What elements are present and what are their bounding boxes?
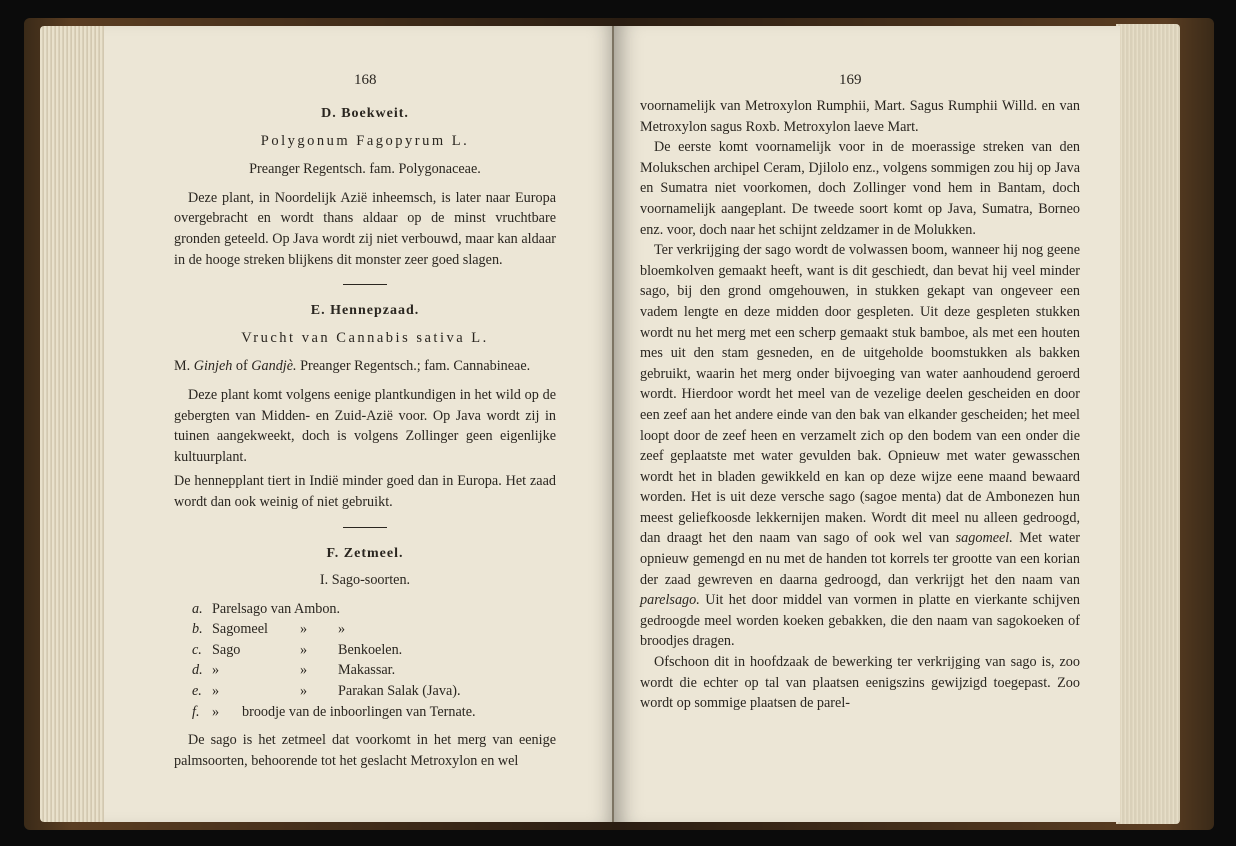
list-item: a. Parelsago van Ambon. bbox=[192, 600, 341, 617]
section-e-subtitle-mid: of bbox=[235, 358, 248, 375]
section-e-paragraph-2: De hennepplant tiert in Indië minder goed dan in Europa. Het zaad wordt dan ook weinig of niet gebruikt. bbox=[174, 473, 556, 510]
list-item: d. » » Makassar. bbox=[192, 662, 396, 679]
section-e-latin-name: Vrucht van Cannabis sativa L. bbox=[241, 329, 489, 346]
left-page-text bbox=[174, 96, 556, 775]
right-page-number: 169 bbox=[839, 72, 862, 88]
section-e-term-gandje: Gandjè. bbox=[251, 358, 297, 375]
right-paragraph-1: voornamelijk van Metroxylon Rumphii, Mart. Sagus Rumphii Willd. en van Metroxylon sagus Roxb. Metroxylon laeve Mart. bbox=[640, 98, 1080, 135]
list-item: f. » broodje van de inboorlingen van Ternate. bbox=[192, 703, 476, 720]
right-paragraph-3: Ter verkrijging der sago wordt de volwassen boom, wanneer hij nog geene bloemkolven gemaakt heeft, want is dit geschiedt, dan bevat hij veel minder sago, bij den grond omgehouwen, in stukken gekapt van ongeveer een vadem lengte en deze midden door gespleten. Uit deze gespleten stukken wordt nu het merg met een scherp gemaakt stuk bamboe, als met een houten mes uit den stam gesneden, en de uitgeholde boomstukken als bakken gebruikt, waarin het merg onder bijvoeging van water aanhoudend geroerd wordt. Hierdoor wordt het meel van de vezelige deelen gescheiden en door een zeef aan het andere einde van den bak van elkander gescheiden; het meel loopt door de zeef heen en verzamelt zich op den bodem van een onder die zeef geplaatste met water gevulden bak. Opnieuw met water gewasschen wordt het in bladen gewikkeld en kan op deze wijze eene maand bewaard worden. Het is uit deze versche sago (sagoe menta) dat de Ambonezen hun meest geliefkoosde lekkernijen maken. Wordt dit meel nu alleen gedroogd, dan draagt het den naam van sago of ook wel van sagomeel. Met water opnieuw gemengd en nu met de handen tot korrels ter grootte van een korian der zaad gewreven en daarna gedroogd, dan verkrijgt het den naam van parelsago. Uit het door middel van vormen in platte en vierkante schijven gedroogde meel worden koeken gebakken, die den naam van sagokoeken of broodjes dragen. bbox=[640, 242, 1081, 650]
section-d-subtitle: Preanger Regentsch. fam. Polygonaceae. bbox=[249, 161, 481, 178]
section-divider bbox=[343, 284, 387, 285]
section-e-subtitle-prefix: M. bbox=[174, 358, 191, 375]
section-e-heading: E. Hennepzaad. bbox=[310, 303, 420, 319]
section-f-heading: F. Zetmeel. bbox=[326, 545, 404, 561]
list-item: c. Sago » Benkoelen. bbox=[192, 641, 403, 658]
list-item: b. Sagomeel » » bbox=[192, 621, 346, 638]
section-d-paragraph: Deze plant, in Noordelijk Azië inheemsch, is later naar Europa overgebracht en wordt thans aldaar op de minst vruchtbare gronden geteeld. Op Java wordt zij niet verbouwd, maar kan aldaar in de hooge streken blijkens dit monster zeer goed slagen. bbox=[174, 189, 556, 268]
section-divider bbox=[343, 527, 387, 528]
right-page bbox=[614, 26, 1120, 822]
section-e-subtitle-suffix: Preanger Regentsch.; fam. Cannabineae. bbox=[300, 358, 531, 375]
section-d-heading: D. Boekweit. bbox=[321, 106, 409, 121]
section-e-term-ginjeh: Ginjeh bbox=[193, 358, 233, 375]
list-item: e. » » Parakan Salak (Java). bbox=[192, 683, 461, 700]
right-page-text bbox=[640, 96, 1080, 714]
left-page-edges bbox=[40, 26, 112, 822]
right-page-edges bbox=[1116, 24, 1180, 824]
term-parelsago: parelsago. bbox=[640, 592, 700, 609]
left-page bbox=[104, 26, 616, 822]
section-e-paragraph-1: Deze plant komt volgens eenige plantkundigen in het wild op de gebergten van Midden- en Zuid-Azië voor. Op Java wordt zij in tuinen aangekweekt, doch is volgens Zollinger geen eigenlijke kultuurplant. bbox=[174, 386, 556, 465]
sago-list bbox=[192, 599, 556, 723]
right-paragraph-2: De eerste komt voornamelijk voor in de moerassige streken van den Molukschen archipel Ceram, Djilolo enz., volgens sommigen zou hij op Java en Sumatra niet voorkomen, doch Zollinger vond hem in Bantam, doch voornamelijk aangeplant. De tweede soort komt op Java, Sumatra, Borneo enz. voor, doch naar het schijnt zeldzamer in de Molukken. bbox=[640, 139, 1080, 238]
right-paragraph-4: Ofschoon dit in hoofdzaak de bewerking ter verkrijging van sago is, zoo wordt die echter op tal van plaatsen eenigszins gewijzigd toegepast. Zoo wordt op sommige plaatsen de parel- bbox=[640, 654, 1080, 712]
term-sagomeel: sagomeel. bbox=[955, 530, 1013, 547]
section-e-subtitle bbox=[174, 356, 556, 377]
section-f-paragraph: De sago is het zetmeel dat voorkomt in het merg van eenige palmsoorten, behoorende tot het geslacht Metroxylon en wel bbox=[174, 732, 556, 769]
left-page-number: 168 bbox=[354, 72, 377, 88]
section-d-latin-name: Polygonum Fagopyrum L. bbox=[260, 132, 470, 149]
section-f-subtitle: I. Sago-soorten. bbox=[319, 572, 411, 589]
